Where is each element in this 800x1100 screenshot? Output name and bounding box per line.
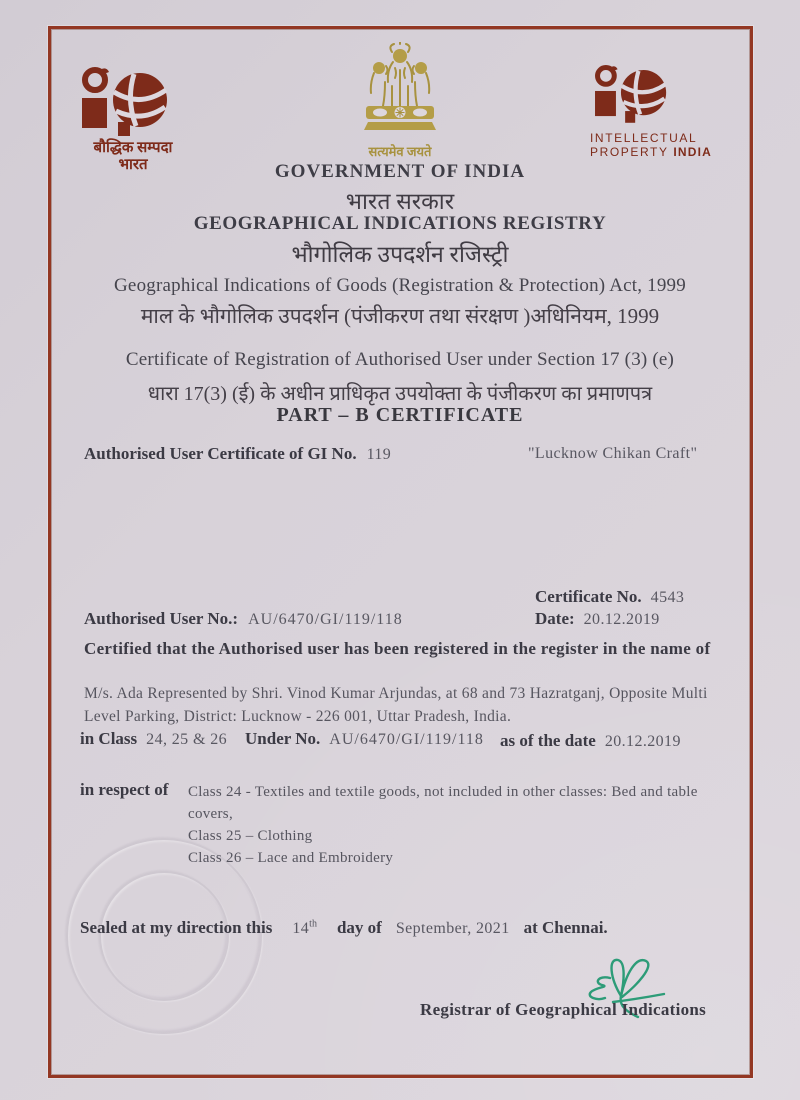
registrant-details: M/s. Ada Represented by Shri. Vinod Kumar Arjundas, at 68 and 73 Hazratganj, Opposite Multi Level Parking, District: Lucknow - 226 001, Uttar Pradesh, India. bbox=[84, 685, 708, 725]
title-registry-hi: भौगोलिक उपदर्शन रजिस्ट्री bbox=[291, 242, 509, 267]
gi-product-name: "Lucknow Chikan Craft" bbox=[528, 445, 698, 462]
as-of-label: as of the date bbox=[500, 731, 596, 750]
certificate-date-value: 20.12.2019 bbox=[583, 611, 660, 628]
title-act-hi: माल के भौगोलिक उपदर्शन (पंजीकरण तथा संरक्षण )अधिनियम, 1999 bbox=[140, 304, 660, 328]
left-logo-caption-line1: बौद्धिक सम्पदा bbox=[93, 140, 173, 156]
sealed-day-of: day of bbox=[336, 918, 382, 937]
class-25-description: Class 25 – Clothing bbox=[188, 828, 313, 844]
authorised-user-no-label: Authorised User No.: bbox=[84, 609, 239, 628]
ip-india-logo-english bbox=[590, 64, 672, 128]
class-24-description: Class 24 - Textiles and textile goods, not included in other classes: Bed and table covers, bbox=[188, 784, 698, 822]
in-class-value: 24, 25 & 26 bbox=[146, 731, 228, 748]
day-number-text: 14 bbox=[292, 920, 310, 937]
right-logo-india-text: INDIA bbox=[673, 145, 712, 159]
title-act-en: Geographical Indications of Goods (Registration & Protection) Act, 1999 bbox=[114, 275, 686, 296]
sealed-day-number bbox=[292, 920, 317, 937]
sealed-month-year: September, 2021 bbox=[395, 920, 510, 937]
in-class-label: in Class bbox=[80, 729, 138, 748]
sealed-prefix: Sealed at my direction this bbox=[80, 918, 273, 937]
gi-number-value: 119 bbox=[366, 446, 392, 463]
emblem-motto: सत्यमेव जयते bbox=[368, 144, 432, 159]
sealed-line bbox=[80, 918, 608, 938]
gi-number-label: Authorised User Certificate of GI No. bbox=[84, 444, 357, 463]
title-section-en: Certificate of Registration of Authorised User under Section 17 (3) (e) bbox=[125, 349, 675, 370]
certified-statement: Certified that the Authorised user has been registered in the register in the name of bbox=[84, 639, 711, 658]
class-26-description: Class 26 – Lace and Embroidery bbox=[188, 850, 394, 866]
as-of-value: 20.12.2019 bbox=[604, 733, 681, 750]
title-government-en: GOVERNMENT OF INDIA bbox=[274, 161, 526, 182]
day-ordinal-text: th bbox=[309, 918, 317, 930]
under-no-label: Under No. bbox=[245, 729, 321, 748]
certificate-no-label: Certificate No. bbox=[535, 587, 642, 606]
certificate-no-line bbox=[535, 587, 684, 607]
ip-india-logo-hindi bbox=[76, 66, 174, 142]
gi-number-line bbox=[84, 444, 391, 464]
under-no-value: AU/6470/GI/119/118 bbox=[329, 731, 484, 748]
certificate-no-value: 4543 bbox=[650, 589, 685, 606]
certificate-date-label: Date: bbox=[535, 609, 575, 628]
authorised-user-no-value: AU/6470/GI/119/118 bbox=[248, 611, 403, 628]
title-registry-en: GEOGRAPHICAL INDICATIONS REGISTRY bbox=[193, 213, 607, 234]
certificate-date-line bbox=[535, 609, 660, 629]
class-descriptions bbox=[188, 781, 736, 869]
sealed-at-place: at Chennai. bbox=[523, 918, 608, 937]
registrar-title: Registrar of Geographical Indications bbox=[420, 1000, 707, 1019]
left-logo-caption-line2: भारत bbox=[118, 157, 148, 173]
class-under-line bbox=[80, 729, 484, 749]
right-logo-property-text: PROPERTY bbox=[590, 145, 669, 159]
as-of-date-line bbox=[500, 731, 681, 751]
title-section-hi: धारा 17(3) (ई) के अधीन प्राधिकृत उपयोक्ता के पंजीकरण का प्रमाणपत्र bbox=[147, 383, 653, 405]
state-emblem-of-india-icon bbox=[352, 42, 448, 140]
part-b-certificate-title: PART – B CERTIFICATE bbox=[276, 404, 524, 426]
right-logo-caption-line1: INTELLECTUAL bbox=[590, 131, 698, 145]
authorised-user-no-line bbox=[84, 609, 403, 629]
right-logo-caption-line2 bbox=[590, 145, 712, 159]
title-government-hi: भारत सरकार bbox=[345, 189, 455, 214]
in-respect-label: in respect of bbox=[80, 780, 169, 799]
